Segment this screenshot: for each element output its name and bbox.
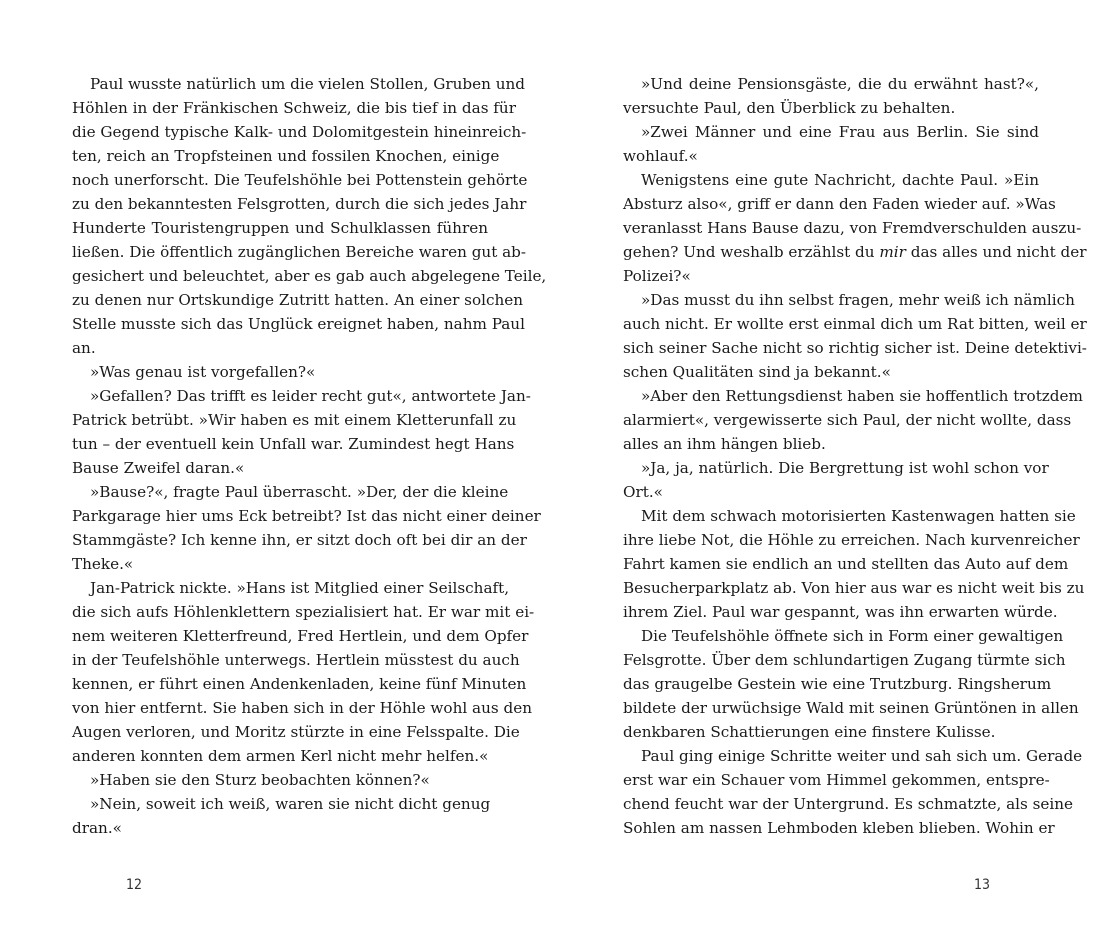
text-line: Stammgäste? Ich kenne ihn, er sitzt doch oft bei dir an der — [72, 531, 527, 549]
text-line: auch nicht. Er wollte erst einmal dich um Rat bitten, weil er — [623, 315, 1087, 333]
text-line: von hier entfernt. Sie haben sich in der Höhle wohl aus den — [72, 699, 532, 717]
right-page — [623, 72, 1087, 840]
left-page-number: 12 — [126, 877, 143, 893]
text-line: anderen konnten dem armen Kerl nicht mehr helfen.« — [72, 747, 489, 765]
text-line: Sohlen am nassen Lehmboden kleben blieben. Wohin er — [623, 819, 1055, 837]
text-line: veranlasst Hans Bause dazu, von Fremdverschulden auszu- — [623, 219, 1082, 237]
text-line: Bause Zweifel daran.« — [72, 459, 245, 477]
text-line: gehen? Und weshalb erzählst du mir das alles und nicht der — [623, 243, 1087, 261]
text-line: die sich aufs Höhlenklettern spezialisiert hat. Er war mit ei- — [72, 603, 535, 621]
text-line: »Das musst du ihn selbst fragen, mehr weiß ich nämlich — [641, 291, 1075, 309]
text-line: alles an ihm hängen blieb. — [623, 435, 826, 453]
text-line: Hunderte Touristengruppen und Schulklassen führen — [72, 219, 488, 237]
left-page-text — [72, 72, 547, 840]
text-line: wohlauf.« — [623, 147, 698, 165]
text-line: Paul wusste natürlich um die vielen Stollen, Gruben und — [90, 75, 526, 93]
text-line: Patrick betrübt. »Wir haben es mit einem Kletterunfall zu — [72, 411, 517, 429]
text-line: Theke.« — [72, 555, 134, 573]
text-line: Die Teufelshöhle öffnete sich in Form einer gewaltigen — [641, 627, 1064, 645]
text-line: dran.« — [72, 819, 122, 837]
text-line: Felsgrotte. Über dem schlundartigen Zugang türmte sich — [623, 651, 1066, 669]
left-page — [72, 72, 547, 840]
text-line: nem weiteren Kletterfreund, Fred Hertlein, und dem Opfer — [72, 627, 529, 645]
text-line: Jan-Patrick nickte. »Hans ist Mitglied einer Seilschaft, — [90, 579, 510, 597]
text-line: »Und deine Pensionsgäste, die du erwähnt hast?«, — [641, 75, 1039, 93]
text-line: schen Qualitäten sind ja bekannt.« — [623, 363, 891, 381]
right-page-number: 13 — [974, 877, 991, 893]
text-line: gesichert und beleuchtet, aber es gab auch abgelegene Teile, — [72, 267, 547, 285]
text-line: zu denen nur Ortskundige Zutritt hatten. An einer solchen — [72, 291, 524, 309]
text-line: kennen, er führt einen Andenkenladen, keine fünf Minuten — [72, 675, 527, 693]
text-line: »Ja, ja, natürlich. Die Bergrettung ist wohl schon vor — [641, 459, 1049, 477]
text-line: »Aber den Rettungsdienst haben sie hoffentlich trotzdem — [641, 387, 1083, 405]
text-line: an. — [72, 339, 96, 357]
text-line: ihrem Ziel. Paul war gespannt, was ihn erwarten würde. — [623, 603, 1058, 621]
text-line: noch unerforscht. Die Teufelshöhle bei Pottenstein gehörte — [72, 171, 528, 189]
text-line: Ort.« — [623, 483, 663, 501]
text-line: Besucherparkplatz ab. Von hier aus war es nicht weit bis zu — [623, 579, 1085, 597]
text-line: Mit dem schwach motorisierten Kastenwagen hatten sie — [641, 507, 1076, 525]
text-line: Wenigstens eine gute Nachricht, dachte Paul. »Ein — [641, 171, 1039, 189]
text-line: Fahrt kamen sie endlich an und stellten das Auto auf dem — [623, 555, 1069, 573]
text-line: alarmiert«, vergewisserte sich Paul, der nicht wollte, dass — [623, 411, 1072, 429]
text-line: »Was genau ist vorgefallen?« — [90, 363, 316, 381]
text-line: tun – der eventuell kein Unfall war. Zumindest hegt Hans — [72, 435, 515, 453]
text-line: chend feucht war der Untergrund. Es schmatzte, als seine — [623, 795, 1074, 813]
text-line: Parkgarage hier ums Eck betreibt? Ist das nicht einer deiner — [72, 507, 541, 525]
text-line: Augen verloren, und Moritz stürzte in eine Felsspalte. Die — [72, 723, 520, 741]
text-line: »Nein, soweit ich weiß, waren sie nicht dicht genug — [90, 795, 491, 813]
text-line: Stelle musste sich das Unglück ereignet haben, nahm Paul — [72, 315, 525, 333]
text-line: Polizei?« — [623, 267, 691, 285]
text-line: »Zwei Männer und eine Frau aus Berlin. Sie sind — [641, 123, 1039, 141]
text-line: Absturz also«, griff er dann den Faden wieder auf. »Was — [623, 195, 1056, 213]
text-line: »Haben sie den Sturz beobachten können?« — [90, 771, 430, 789]
text-line: in der Teufelshöhle unterwegs. Hertlein müsstest du auch — [72, 651, 520, 669]
text-line: sich seiner Sache nicht so richtig sicher ist. Deine detektivi- — [623, 339, 1087, 357]
text-line: bildete der urwüchsige Wald mit seinen Grüntönen in allen — [623, 699, 1079, 717]
text-line: versuchte Paul, den Überblick zu behalten. — [623, 99, 956, 117]
text-line: ihre liebe Not, die Höhle zu erreichen. Nach kurvenreicher — [623, 531, 1080, 549]
text-line: zu den bekanntesten Felsgrotten, durch die sich jedes Jahr — [72, 195, 527, 213]
text-line: Höhlen in der Fränkischen Schweiz, die bis tief in das für — [72, 99, 516, 117]
text-line: »Bause?«, fragte Paul überrascht. »Der, der die kleine — [90, 483, 509, 501]
text-line: Paul ging einige Schritte weiter und sah sich um. Gerade — [641, 747, 1083, 765]
text-line: das graugelbe Gestein wie eine Trutzburg. Ringsherum — [623, 675, 1052, 693]
text-line: die Gegend typische Kalk- und Dolomitgestein hineinreich- — [72, 123, 527, 141]
text-line: erst war ein Schauer vom Himmel gekommen, entspre- — [623, 771, 1050, 789]
text-line: ten, reich an Tropfsteinen und fossilen Knochen, einige — [72, 147, 500, 165]
text-line: ließen. Die öffentlich zugänglichen Bereiche waren gut ab- — [72, 243, 527, 261]
text-line: »Gefallen? Das trifft es leider recht gut«, antwortete Jan- — [90, 387, 531, 405]
right-page-text — [623, 72, 1087, 840]
text-line: denkbaren Schattierungen eine finstere Kulisse. — [623, 723, 996, 741]
